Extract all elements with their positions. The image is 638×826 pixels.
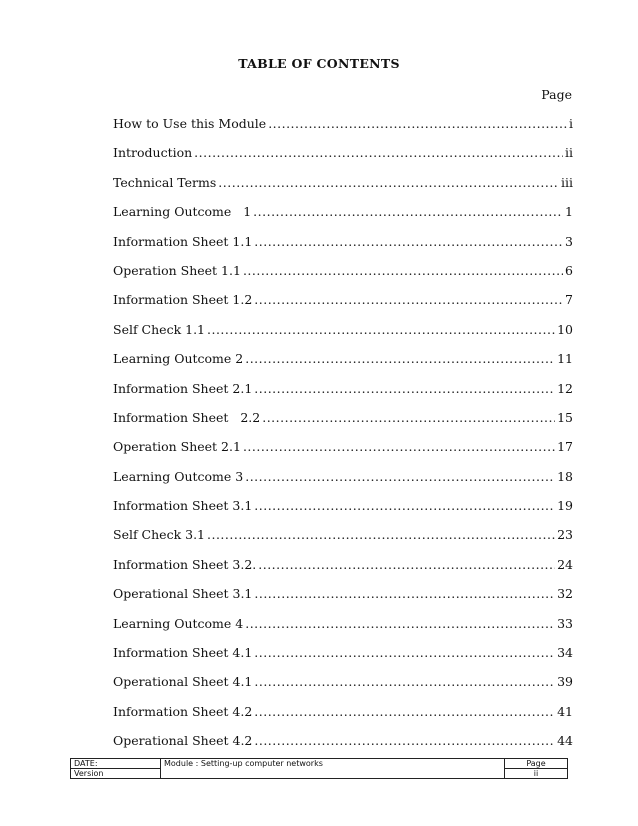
toc-entry-title: How to Use this Module bbox=[113, 116, 267, 131]
toc-entry-page: 23 bbox=[557, 527, 573, 543]
toc-entry-page: 1 bbox=[565, 204, 573, 220]
toc-entry-title: Information Sheet 2.2 bbox=[113, 409, 261, 425]
toc-entry-page: 3 bbox=[565, 233, 573, 249]
toc-entry[interactable] bbox=[113, 351, 573, 380]
toc-dot-leader bbox=[254, 704, 555, 719]
toc-entry[interactable] bbox=[113, 527, 573, 556]
toc-entry[interactable] bbox=[113, 381, 573, 410]
toc-entry-title: Operational Sheet 4.1 bbox=[113, 674, 253, 690]
toc-entry[interactable] bbox=[113, 645, 573, 674]
document-footer bbox=[70, 758, 568, 779]
toc-entry-title: Learning Outcome 2 bbox=[113, 351, 244, 367]
toc-entry-title: Operation Sheet 2.1 bbox=[113, 439, 241, 455]
toc-dot-leader bbox=[254, 381, 555, 396]
toc-dot-leader bbox=[254, 674, 555, 689]
toc-dot-leader bbox=[268, 116, 567, 131]
footer-page-number: ii bbox=[505, 769, 568, 779]
toc-entry[interactable] bbox=[113, 263, 573, 292]
toc-entry-title: Technical Terms bbox=[113, 174, 217, 190]
toc-entry-title: Operation Sheet 1.1 bbox=[113, 262, 241, 278]
footer-version-label: Version bbox=[71, 769, 161, 779]
toc-title: TABLE OF CONTENTS bbox=[238, 56, 400, 71]
toc-entry[interactable] bbox=[113, 674, 573, 703]
toc-entry-page: 39 bbox=[557, 674, 573, 690]
toc-entry-title: Information Sheet 1.2 bbox=[113, 292, 253, 308]
toc-entry-page: 18 bbox=[557, 468, 573, 484]
toc-entry-title: Information Sheet 3.2. bbox=[113, 556, 257, 572]
toc-dot-leader bbox=[254, 292, 563, 307]
footer-date-label: DATE: bbox=[71, 759, 161, 769]
toc-entry-page: 6 bbox=[565, 262, 573, 278]
footer-page-label: Page bbox=[505, 759, 568, 769]
toc-entry-title: Information Sheet 2.1 bbox=[113, 380, 253, 396]
toc-entry[interactable] bbox=[113, 292, 573, 321]
toc-entry-title: Learning Outcome 3 bbox=[113, 468, 244, 484]
toc-entry-page: iii bbox=[561, 174, 573, 190]
toc-entry[interactable] bbox=[113, 234, 573, 263]
toc-entry[interactable] bbox=[113, 175, 573, 204]
toc-dot-leader bbox=[262, 410, 555, 425]
toc-dot-leader bbox=[243, 263, 563, 278]
page-column-label: Page bbox=[541, 87, 572, 102]
toc-dot-leader bbox=[245, 616, 555, 631]
toc-entry-title: Information Sheet 4.1 bbox=[113, 645, 253, 661]
toc-entry-page: 15 bbox=[557, 409, 573, 425]
toc-dot-leader bbox=[254, 498, 555, 513]
toc-entry-page: ii bbox=[565, 145, 573, 161]
toc-entry-page: 12 bbox=[557, 380, 573, 396]
toc-entry-title: Operational Sheet 3.1 bbox=[113, 586, 253, 602]
toc-entry-title: Self Check 3.1 bbox=[113, 527, 205, 543]
toc-entry-title: Learning Outcome 1 bbox=[113, 204, 252, 220]
toc-entry-page: 33 bbox=[557, 615, 573, 631]
toc-dot-leader bbox=[245, 469, 555, 484]
toc-entry-page: 19 bbox=[557, 498, 573, 514]
toc-entry[interactable] bbox=[113, 469, 573, 498]
toc-entry-title: Introduction bbox=[113, 145, 193, 161]
toc-entry[interactable] bbox=[113, 204, 573, 233]
toc-dot-leader bbox=[254, 586, 555, 601]
toc-entry[interactable] bbox=[113, 586, 573, 615]
toc-entry[interactable] bbox=[113, 557, 573, 586]
toc-entry-title: Learning Outcome 4 bbox=[113, 615, 244, 631]
toc-entry[interactable] bbox=[113, 616, 573, 645]
toc-entry-page: 44 bbox=[557, 733, 573, 749]
toc-entry-page: 17 bbox=[557, 439, 573, 455]
toc-entry-title: Information Sheet 3.1 bbox=[113, 498, 253, 514]
toc-entry[interactable] bbox=[113, 145, 573, 174]
toc-entry-title: Self Check 1.1 bbox=[113, 321, 205, 337]
toc-entry-page: 34 bbox=[557, 645, 573, 661]
toc-dot-leader bbox=[253, 204, 563, 219]
toc-dot-leader bbox=[207, 527, 555, 542]
toc-dot-leader bbox=[254, 645, 555, 660]
toc-entry[interactable] bbox=[113, 116, 573, 145]
toc-entry[interactable] bbox=[113, 498, 573, 527]
toc-dot-leader bbox=[258, 557, 555, 572]
toc-dot-leader bbox=[254, 234, 563, 249]
toc-entry-title: Operational Sheet 4.2 bbox=[113, 733, 253, 749]
toc-entry-page: 7 bbox=[565, 292, 573, 308]
toc-entry-title: Information Sheet 4.2 bbox=[113, 703, 253, 719]
toc-dot-leader bbox=[243, 439, 555, 454]
toc-entry[interactable] bbox=[113, 704, 573, 733]
toc-entry-page: 24 bbox=[557, 556, 573, 572]
toc-dot-leader bbox=[245, 351, 555, 366]
toc-entry-page: 10 bbox=[557, 321, 573, 337]
toc-entry[interactable] bbox=[113, 439, 573, 468]
toc-dot-leader bbox=[254, 733, 555, 748]
toc-dot-leader bbox=[207, 322, 555, 337]
toc-entry-title: Information Sheet 1.1 bbox=[113, 233, 253, 249]
toc-dot-leader bbox=[218, 175, 559, 190]
toc-entry[interactable] bbox=[113, 410, 573, 439]
toc-dot-leader bbox=[194, 145, 563, 160]
toc-entry-page: i bbox=[569, 116, 573, 131]
toc-list bbox=[113, 116, 573, 763]
toc-entry-page: 11 bbox=[557, 351, 573, 367]
footer-module-title: Module : Setting-up computer networks bbox=[161, 759, 505, 779]
toc-entry[interactable] bbox=[113, 322, 573, 351]
toc-entry-page: 41 bbox=[557, 703, 573, 719]
toc-entry-page: 32 bbox=[557, 586, 573, 602]
